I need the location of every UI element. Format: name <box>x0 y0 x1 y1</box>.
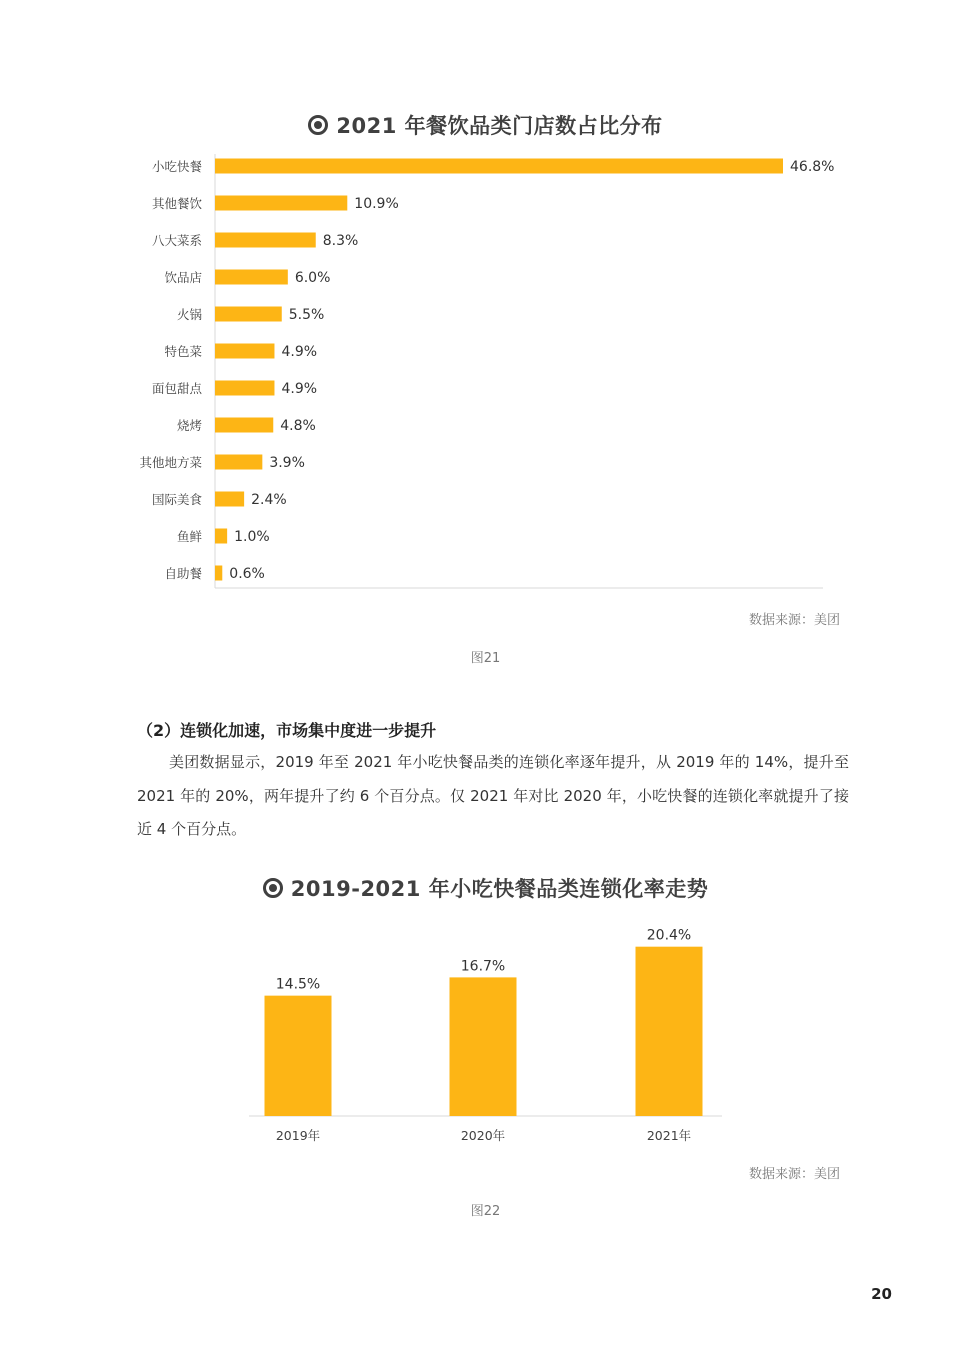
category-label: 2020年 <box>460 1128 506 1143</box>
bar <box>215 381 274 396</box>
chart2-source: 数据来源：美团 <box>748 1167 840 1182</box>
body-paragraph: 美团数据显示，2019 年至 2021 年小吃快餐品类的连锁化率逐年提升，从 2019 年的 14%，提升至 2021 年的 20%，两年提升了约 6 个百分点。仅 2021 年对比 2020 年，小吃快餐的连锁化率就提升了接近 4 个百分点。 <box>137 753 849 838</box>
bar <box>636 947 703 1116</box>
bar <box>215 566 222 581</box>
value-label: 4.9% <box>281 381 318 397</box>
chart2-vertical-bar-chart <box>0 915 971 1155</box>
bar <box>215 529 227 544</box>
category-label: 2021年 <box>646 1128 692 1143</box>
value-label: 3.9% <box>269 455 305 471</box>
value-label: 1.0% <box>234 529 270 545</box>
value-label: 0.6% <box>229 566 265 582</box>
value-label: 5.5% <box>288 307 325 323</box>
bar <box>215 344 274 359</box>
bar <box>215 492 244 507</box>
chart2-title-row <box>0 873 971 903</box>
bar <box>215 307 282 322</box>
category-label: 鱼鲜 <box>176 529 202 544</box>
bar <box>215 418 273 433</box>
category-label: 饮品店 <box>164 270 202 285</box>
bar <box>450 977 517 1116</box>
value-label: 4.9% <box>281 344 318 360</box>
bar <box>215 270 288 285</box>
chart1-source: 数据来源：美团 <box>748 613 840 628</box>
bar <box>215 196 347 211</box>
category-label: 八大菜系 <box>151 233 202 248</box>
value-label: 8.3% <box>322 233 359 249</box>
category-label: 烧烤 <box>176 418 202 433</box>
value-label: 14.5% <box>275 976 321 993</box>
category-label: 其他餐饮 <box>151 196 202 211</box>
category-label: 面包甜点 <box>151 381 202 396</box>
value-label: 6.0% <box>294 270 331 286</box>
category-label: 国际美食 <box>151 492 202 507</box>
target-bullet-icon <box>263 878 283 898</box>
chart1-title-row <box>0 110 971 140</box>
chart2-figure-caption: 图22 <box>470 1204 501 1219</box>
value-label: 46.8% <box>790 159 835 175</box>
category-label: 火锅 <box>176 307 202 322</box>
category-label: 自助餐 <box>164 566 202 581</box>
bar <box>215 159 783 174</box>
chart1-title: 2021 年餐饮品类门店数占比分布 <box>336 114 663 138</box>
value-label: 2.4% <box>251 492 287 508</box>
category-label: 特色菜 <box>164 344 202 359</box>
chart1-figure-caption: 图21 <box>470 651 501 666</box>
category-label: 2019年 <box>275 1128 321 1143</box>
target-bullet-icon <box>308 115 328 135</box>
bar <box>215 233 316 248</box>
category-label: 其他地方菜 <box>139 455 202 470</box>
value-label: 10.9% <box>354 196 399 212</box>
value-label: 16.7% <box>460 958 506 975</box>
chart1-horizontal-bar-chart <box>0 150 971 595</box>
category-label: 小吃快餐 <box>151 159 202 174</box>
section-heading: （2）连锁化加速，市场集中度进一步提升 <box>137 721 437 740</box>
value-label: 4.8% <box>280 418 316 434</box>
value-label: 20.4% <box>646 927 692 944</box>
bar <box>215 455 262 470</box>
chart2-title: 2019-2021 年小吃快餐品类连锁化率走势 <box>290 877 709 901</box>
page-number: 20 <box>871 1285 892 1303</box>
bar <box>265 996 332 1116</box>
